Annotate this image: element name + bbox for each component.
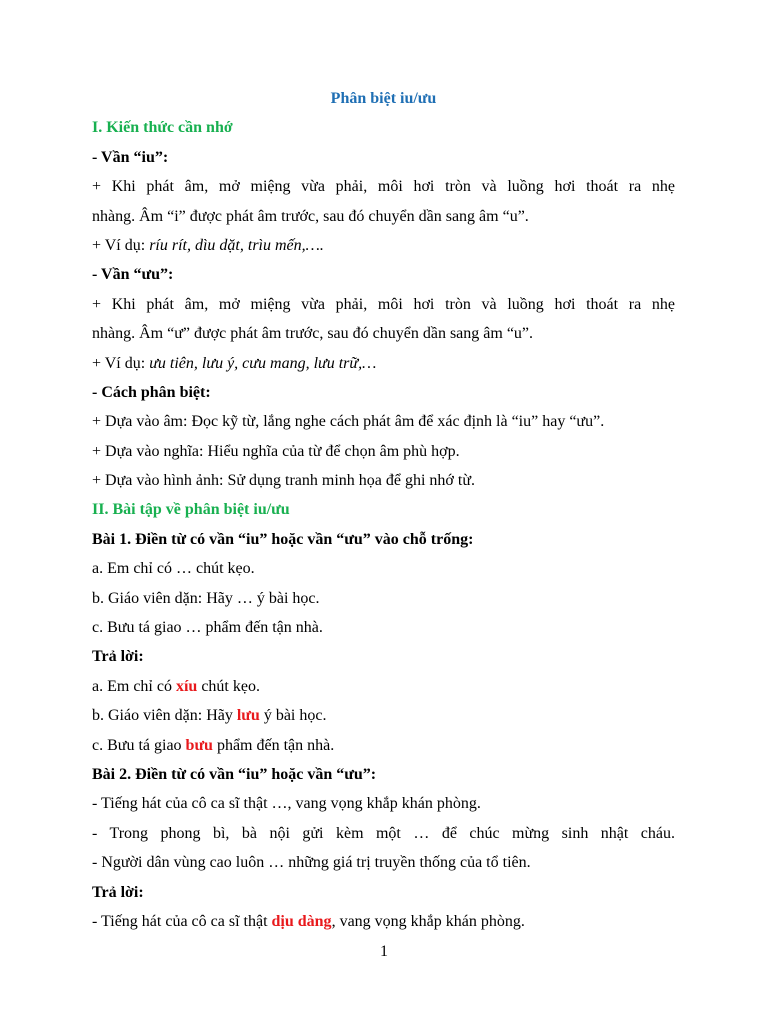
answer-before: a. Em chỉ có — [92, 677, 176, 695]
page-number: 1 — [380, 943, 388, 960]
bai-2-question: - Tiếng hát của cô ca sĩ thật …, vang vọng khắp khán phòng. — [92, 795, 481, 813]
bai-1-prompt: Bài 1. Điền từ có vần “iu” hoặc vần “ưu” vào chỗ trống: — [92, 530, 474, 548]
answer-after: , vang vọng khắp khán phòng. — [331, 912, 525, 930]
van-iu-label: - Vần “iu”: — [92, 148, 169, 166]
van-uu-desc-line2: nhàng. Âm “ư” được phát âm trước, sau đó chuyển dần sang âm “u”. — [92, 325, 534, 343]
answer-after: ý bài học. — [259, 707, 327, 725]
bai-1-answer — [92, 701, 675, 730]
bai-1-question: b. Giáo viên dặn: Hãy … ý bài học. — [92, 589, 320, 607]
bai-1-answer-label: Trả lời: — [92, 648, 144, 666]
cach-phan-biet-item: + Dựa vào hình ảnh: Sử dụng tranh minh họa để ghi nhớ từ. — [92, 472, 476, 490]
answer-word: dịu dàng — [271, 912, 332, 930]
answer-word: lưu — [236, 707, 260, 725]
van-uu-example — [92, 349, 675, 378]
bai-1-answer — [92, 731, 675, 760]
bai-1-question: a. Em chỉ có … chút kẹo. — [92, 560, 255, 578]
answer-word: xíu — [175, 677, 198, 695]
cach-phan-biet-item: + Dựa vào nghĩa: Hiểu nghĩa của từ để chọn âm phù hợp. — [92, 442, 460, 460]
bai-1-answer — [92, 672, 675, 701]
example-prefix: + Ví dụ: — [92, 354, 150, 372]
section-1-heading: I. Kiến thức cần nhớ — [92, 119, 233, 137]
van-iu-example — [92, 231, 675, 260]
bai-2-answer-label: Trả lời: — [92, 883, 144, 901]
example-prefix: + Ví dụ: — [92, 236, 150, 254]
example-words: ưu tiên, lưu ý, cưu mang, lưu trữ,… — [149, 354, 377, 372]
bai-2-question: - Người dân vùng cao luôn … những giá trị truyền thống của tổ tiên. — [92, 854, 531, 872]
bai-2-prompt: Bài 2. Điền từ có vần “iu” hoặc vần “ưu”: — [92, 765, 377, 783]
bai-2-question: - Trong phong bì, bà nội gửi kèm một … để chúc mừng sinh nhật cháu. — [92, 824, 675, 842]
document-page — [92, 84, 675, 936]
answer-word: bưu — [185, 736, 213, 754]
bai-1-question: c. Bưu tá giao … phẩm đến tận nhà. — [92, 619, 323, 637]
section-2-heading: II. Bài tập về phân biệt iu/ưu — [92, 501, 290, 519]
page-title: Phân biệt iu/ưu — [330, 90, 437, 107]
answer-before: - Tiếng hát của cô ca sĩ thật — [92, 912, 272, 930]
bai-2-answer — [92, 907, 675, 936]
example-words: ríu rít, dìu dặt, trìu mến,…. — [149, 236, 324, 254]
answer-before: c. Bưu tá giao — [92, 736, 186, 754]
van-uu-label: - Vần “ưu”: — [92, 266, 174, 284]
van-iu-desc-line2: nhàng. Âm “i” được phát âm trước, sau đó chuyển dần sang âm “u”. — [92, 207, 529, 225]
answer-after: chút kẹo. — [197, 677, 260, 695]
van-iu-desc-line1: + Khi phát âm, mở miệng vừa phải, môi hơi tròn và luồng hơi thoát ra nhẹ — [92, 178, 675, 196]
van-uu-desc-line1: + Khi phát âm, mở miệng vừa phải, môi hơi tròn và luồng hơi thoát ra nhẹ — [92, 295, 675, 313]
answer-before: b. Giáo viên dặn: Hãy — [92, 707, 237, 725]
cach-phan-biet-label: - Cách phân biệt: — [92, 383, 211, 401]
cach-phan-biet-item: + Dựa vào âm: Đọc kỹ từ, lắng nghe cách phát âm để xác định là “iu” hay “ưu”. — [92, 413, 605, 431]
answer-after: phẩm đến tận nhà. — [212, 736, 335, 754]
